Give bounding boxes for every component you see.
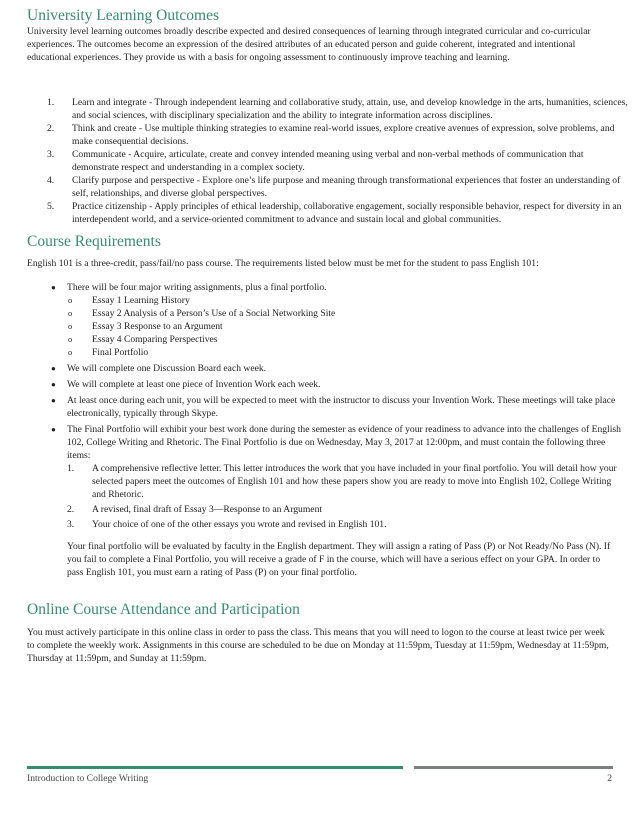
requirements-list — [27, 281, 627, 534]
list-item: o Essay 1 Learning History — [68, 295, 190, 306]
sub-bullet-icon: o — [68, 334, 73, 344]
portfolio-evaluation-paragraph: Your final portfolio will be evaluated by faculty in the English department. They will assign a rating of Pass (P) or Not Ready/No Pass (N). If you fail to complete a Final Portfolio, you will receive a grade of F in the course, which will have a serious effect on your GPA. In order to pass English 101, you must earn a rating of Pass (P) on your final portfolio. — [67, 541, 611, 578]
bullet-icon: ● — [51, 396, 56, 405]
bullet-icon: ● — [51, 283, 56, 292]
list-item: 1. Learn and integrate - Through independent learning and collaborative study, attain, use, and develop knowledge in the arts, humanities, sciences, and social sciences, with disciplinary specialization and the ability to integrate information across disciplines. — [47, 97, 628, 121]
portfolio-items-list — [67, 462, 627, 531]
list-item: o Essay 4 Comparing Perspectives — [68, 334, 218, 345]
learning-outcomes-list — [27, 96, 632, 226]
sub-bullet-icon: o — [68, 308, 73, 318]
list-item: 2. Think and create - Use multiple thinking strategies to examine real-world issues, explore creative avenues of expression, solve problems, and make consequential decisions. — [47, 123, 615, 147]
footer-course-title: Introduction to College Writing — [27, 773, 149, 784]
assignments-sublist — [67, 294, 627, 359]
attendance-paragraph: You must actively participate in this online class in order to pass the class. This means that you will need to logon to the course at least twice per week to complete the weekly work. Assignments in this course are scheduled to be due on Monday at 11:59pm, Tuesday at 11:59pm, Wednesday at 11:59pm, Thursday at 11:59pm, and Sunday at 11:59pm. — [27, 627, 609, 664]
section-title-attendance: Online Course Attendance and Participation — [27, 601, 300, 618]
sub-bullet-icon: o — [68, 347, 73, 357]
list-item: ● We will complete one Discussion Board each week. — [51, 363, 267, 374]
bullet-icon: ● — [51, 425, 56, 434]
learning-outcomes-intro: University level learning outcomes broadly describe expected and desired consequences of learning through integrated curricular and co-curricular experiences. The outcomes become an expression of the desired attributes of an educated person and guide coherent, integrated and intentional educational experiences. They provide us with a basis for ongoing assessment to continuously improve teaching and learning. — [27, 26, 591, 63]
bullet-icon: ● — [51, 364, 56, 373]
list-item: ● The Final Portfolio will exhibit your best work done during the semester as evidence of your readiness to advance into the challenges of English 102, College Writing and Rhetoric. The Final Portfolio is due on Wednesday, May 3, 2017 at 12:00pm, and must contain the following three items: 1. A comprehensive reflective letter. This letter introduces the work that you have included in your final portfolio. You will detail how your selected papers meet the outcomes of English 101 and how these papers show you are ready to move into English 102, College Writing and Rhetoric. 2. A revised, final draft of Essay 3—Response to an Argument 3. Your choice of one of the other essays you wrote and revised in English 101. — [67, 423, 627, 531]
list-item: 4. Clarify purpose and perspective - Explore one’s life purpose and meaning through transformational experiences that foster an understanding of self, relationships, and diverse global perspectives. — [47, 175, 621, 199]
list-item: o Essay 3 Response to an Argument — [68, 321, 223, 332]
sub-bullet-icon: o — [68, 321, 73, 331]
list-item: ● At least once during each unit, you will be expected to meet with the instructor to discuss your Invention Work. These meetings will take place electronically, typically through Skype. — [51, 395, 616, 419]
course-requirements-intro: English 101 is a three-credit, pass/fail/no pass course. The requirements listed below must be met for the student to pass English 101: — [27, 258, 539, 269]
list-item: o Essay 2 Analysis of a Person’s Use of a Social Networking Site — [68, 308, 336, 319]
section-title-course-requirements: Course Requirements — [27, 233, 161, 250]
list-item: ● There will be four major writing assignments, plus a final portfolio. o Essay 1 Learning History o Essay 2 Analysis of a Person’s Use of a Social Networking Site o Essay 3 Response to an Argument o Essay 4 Comparing Perspectives o Final Portfolio — [67, 281, 627, 359]
list-item: o Final Portfolio — [68, 347, 149, 358]
list-item: 5. Practice citizenship - Apply principles of ethical leadership, collaborative engagement, socially responsible behavior, respect for diversity in an interdependent world, and a service-oriented commitment to advance and sustain local and global communities. — [47, 201, 622, 225]
list-item: 3. Communicate - Acquire, articulate, create and convey intended meaning using verbal and non-verbal methods of communication that demonstrate respect and understanding in a complex society. — [47, 149, 584, 173]
list-item: 3. Your choice of one of the other essays you wrote and revised in English 101. — [67, 519, 387, 530]
footer-divider-green — [27, 766, 403, 769]
footer-divider-gray — [414, 766, 613, 769]
bullet-icon: ● — [51, 380, 56, 389]
list-item: 1. A comprehensive reflective letter. This letter introduces the work that you have included in your final portfolio. You will detail how your selected papers meet the outcomes of English 101 and how these papers show you are ready to move into English 102, College Writing and Rhetoric. — [67, 463, 617, 500]
list-item: ● We will complete at least one piece of Invention Work each week. — [51, 379, 321, 390]
list-item: 2. A revised, final draft of Essay 3—Response to an Argument — [67, 504, 323, 515]
footer-page-number: 2 — [607, 773, 612, 784]
section-title-learning-outcomes: University Learning Outcomes — [27, 7, 219, 24]
sub-bullet-icon: o — [68, 295, 73, 305]
